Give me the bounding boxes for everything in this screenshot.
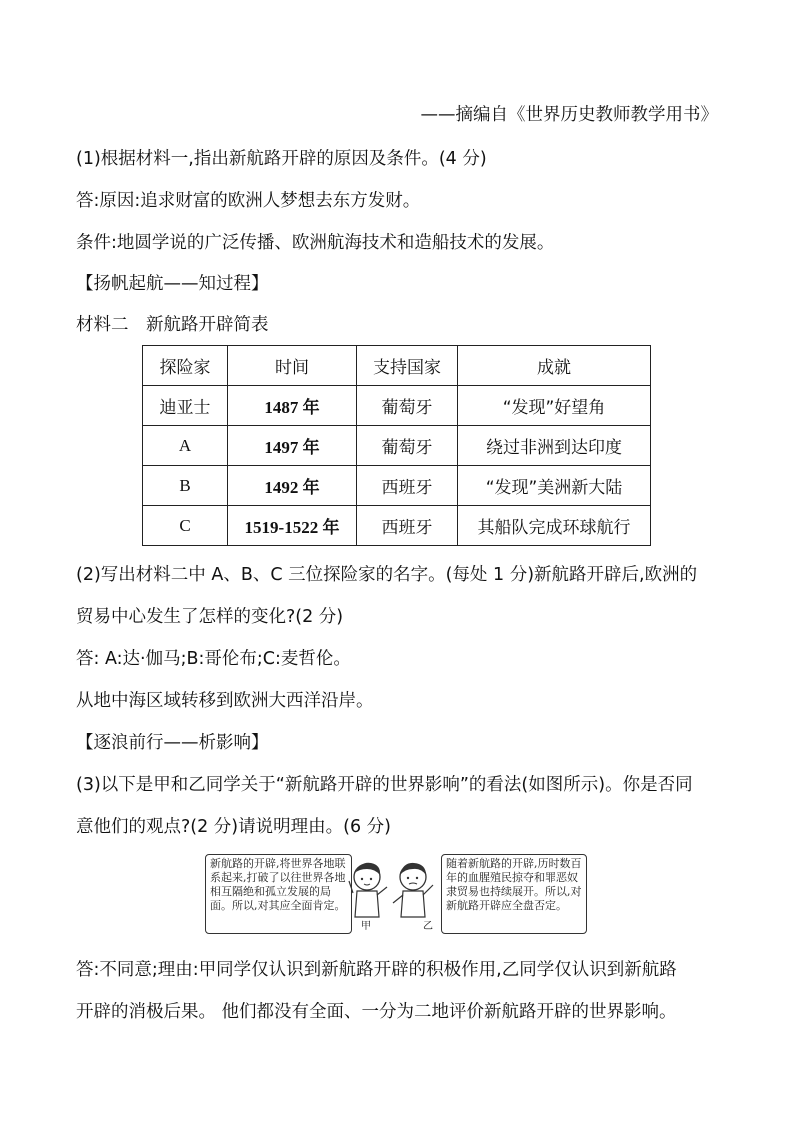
answer-3-line-1: 答:不同意;理由:甲同学仅认识到新航路开辟的积极作用,乙同学仅认识到新航路: [76, 960, 677, 980]
answer-2-names: 答: A:达·伽马;B:哥伦布;C:麦哲伦。: [76, 649, 351, 669]
header-time: 时间: [228, 346, 357, 386]
table-cell: 迪亚士: [143, 386, 228, 426]
table-cell: 1487 年: [228, 386, 357, 426]
answer-1-reason: 答:原因:追求财富的欧洲人梦想去东方发财。: [76, 191, 421, 211]
table-cell: 西班牙: [357, 466, 458, 506]
table-cell: A: [143, 426, 228, 466]
table-cell: 其船队完成环球航行: [458, 506, 651, 546]
label-jia: 甲: [361, 921, 371, 932]
header-explorer: 探险家: [143, 346, 228, 386]
table-cell: 葡萄牙: [357, 386, 458, 426]
table-cell: “发现”好望角: [458, 386, 651, 426]
table-cell: 1492 年: [228, 466, 357, 506]
table-row: [143, 386, 651, 426]
question-3-line-2: 意他们的观点?(2 分)请说明理由。(6 分): [76, 817, 391, 837]
table-cell: 1497 年: [228, 426, 357, 466]
table-row: [143, 426, 651, 466]
table-cell: B: [143, 466, 228, 506]
table-cell: 绕过非洲到达印度: [458, 426, 651, 466]
source-citation: ——摘编自《世界历史教师教学用书》: [420, 105, 718, 125]
explorers-table: [142, 345, 651, 546]
table-cell: “发现”美洲新大陆: [458, 466, 651, 506]
table-row: [143, 466, 651, 506]
table-cell: 1519-1522 年: [228, 506, 357, 546]
cartoon-illustration: [205, 851, 585, 937]
table-cell: C: [143, 506, 228, 546]
speech-bubble-jia: 新航路的开辟,将世界各地联系起来,打破了以往世界各地相互隔绝和孤立发展的局面。所以,对其应全面肯定。: [205, 854, 352, 934]
question-3-line-1: (3)以下是甲和乙同学关于“新航路开辟的世界影响”的看法(如图所示)。你是否同: [76, 775, 693, 795]
label-yi: 乙: [423, 921, 433, 932]
question-2-line-1: (2)写出材料二中 A、B、C 三位探险家的名字。(每处 1 分)新航路开辟后,欧洲的: [76, 565, 698, 585]
section-heading-process: 【扬帆起航——知过程】: [76, 274, 269, 294]
speech-bubble-yi: 随着新航路的开辟,历时数百年的血腥殖民掠夺和罪恶奴隶贸易也持续展开。所以,对新航路开辟应全盘否定。: [441, 854, 587, 934]
table-row: [143, 506, 651, 546]
material-2-title: 材料二 新航路开辟简表: [76, 315, 269, 335]
table-header-row: [143, 346, 651, 386]
answer-1-condition: 条件:地圆学说的广泛传播、欧洲航海技术和造船技术的发展。: [76, 233, 555, 253]
table-cell: 西班牙: [357, 506, 458, 546]
question-2-line-2: 贸易中心发生了怎样的变化?(2 分): [76, 607, 344, 627]
header-country: 支持国家: [357, 346, 458, 386]
table-cell: 葡萄牙: [357, 426, 458, 466]
answer-2-change: 从地中海区域转移到欧洲大西洋沿岸。: [76, 691, 374, 711]
answer-3-line-2: 开辟的消极后果。 他们都没有全面、一分为二地评价新航路开辟的世界影响。: [76, 1002, 677, 1022]
section-heading-impact: 【逐浪前行——析影响】: [76, 733, 269, 753]
header-achievement: 成就: [458, 346, 651, 386]
question-1: (1)根据材料一,指出新航路开辟的原因及条件。(4 分): [76, 149, 487, 169]
